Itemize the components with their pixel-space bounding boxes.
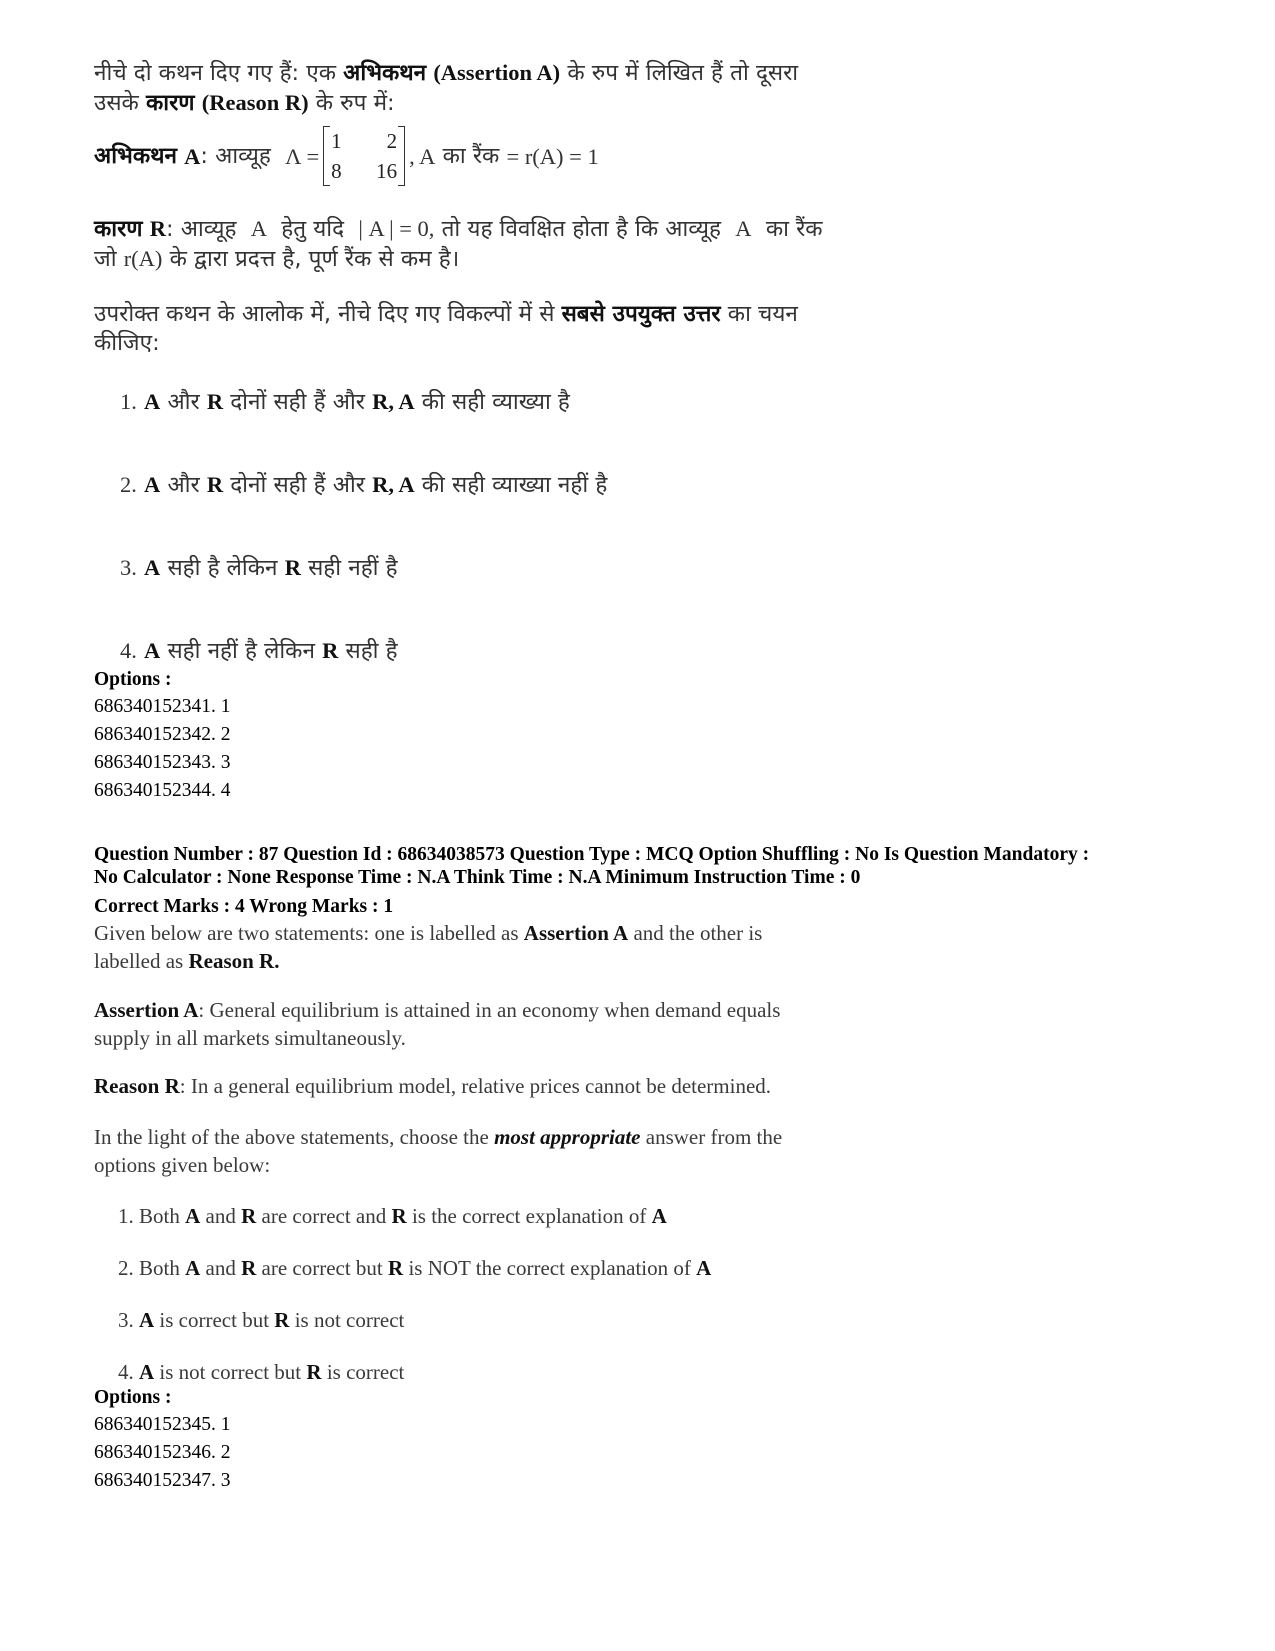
- hindi-option: [120, 470, 940, 500]
- text-bold: R: [284, 555, 301, 580]
- matrix-cell: 2: [386, 129, 398, 153]
- text-bold: अभिकथन: [343, 60, 427, 86]
- text-bold: (Assertion A): [433, 60, 561, 85]
- english-option: [118, 1202, 938, 1230]
- text: जो: [94, 246, 117, 272]
- text: हेतु यदि: [281, 216, 345, 242]
- option-id: 686340152343. 3: [94, 752, 231, 773]
- option-id: 686340152344. 4: [94, 780, 231, 801]
- assertion-label: Assertion A: [94, 998, 199, 1022]
- text-bold: सबसे उपयुक्त उत्तर: [561, 301, 721, 327]
- text: : In a general equilibrium model, relative prices cannot be determined.: [179, 1074, 772, 1098]
- text: दोनों सही हैं और: [230, 472, 365, 498]
- hindi-intro: [94, 58, 914, 118]
- option-id: 686340152345. 1: [94, 1414, 231, 1435]
- matrix-cell: 16: [376, 159, 398, 183]
- text: and: [205, 1204, 236, 1228]
- text: सही है लेकिन: [167, 555, 278, 581]
- text-emphasis: most appropriate: [494, 1125, 641, 1149]
- text: का रैंक: [442, 142, 500, 169]
- text: is correct: [326, 1360, 405, 1384]
- text-bold: A: [144, 638, 161, 663]
- option-number: 3.: [120, 555, 137, 580]
- text: A: [250, 216, 267, 241]
- options-heading: Options :: [94, 1387, 172, 1408]
- reason-label: Reason R: [94, 1074, 180, 1098]
- text: दोनों सही हैं और: [230, 389, 365, 415]
- english-option: [118, 1358, 938, 1386]
- text: की सही व्याख्या नहीं है: [421, 472, 608, 498]
- text-bold: A: [185, 1204, 201, 1228]
- text-bold: R: [391, 1204, 407, 1228]
- text-bold: A: [696, 1256, 712, 1280]
- text: | A | = 0,: [358, 216, 435, 241]
- options-heading: Options :: [94, 669, 172, 690]
- text: के रुप में:: [315, 90, 395, 116]
- assertion-label: अभिकथन: [94, 142, 177, 169]
- text-bold: R: [274, 1308, 290, 1332]
- text: : आव्यूह: [200, 142, 271, 169]
- hindi-option: [120, 387, 940, 417]
- hindi-reason: [94, 214, 914, 274]
- text-bold: R, A: [372, 389, 415, 414]
- option-id: 686340152346. 2: [94, 1442, 231, 1463]
- text: Given below are two statements: one is labelled as: [94, 921, 519, 945]
- reason-letter: R: [149, 216, 166, 241]
- text: is not correct: [294, 1308, 405, 1332]
- text: सही है: [345, 638, 398, 664]
- text: is correct but: [159, 1308, 270, 1332]
- text-bold: A: [144, 389, 161, 414]
- text-bold: R, A: [372, 472, 415, 497]
- text: 1. Both: [118, 1204, 180, 1228]
- text-bold: A: [144, 555, 161, 580]
- question-meta: [94, 843, 1254, 889]
- marks-text: Correct Marks : 4 Wrong Marks : 1: [94, 896, 394, 917]
- text: : General equilibrium is attained in an economy when demand equals: [198, 998, 781, 1022]
- meta-line: No Calculator : None Response Time : N.A Think Time : N.A Minimum Instruction Time : 0: [94, 867, 861, 888]
- text: are correct but: [261, 1256, 383, 1280]
- text: का रैंक: [765, 216, 823, 242]
- text: answer from the: [645, 1125, 783, 1149]
- text: सही नहीं है: [308, 555, 398, 581]
- text-bold: R: [241, 1256, 257, 1280]
- text-bold: कारण: [145, 90, 195, 116]
- english-option: [118, 1306, 938, 1334]
- text: In the light of the above statements, choose the: [94, 1125, 489, 1149]
- text: तो यह विवक्षित होता है कि आव्यूह: [441, 216, 721, 242]
- english-intro: [94, 919, 914, 975]
- text-bold: R: [388, 1256, 404, 1280]
- text: और: [167, 472, 200, 498]
- options-label: [94, 1386, 171, 1409]
- text: नीचे दो कथन दिए गए हैं: एक: [94, 60, 337, 86]
- marks-line: [94, 895, 393, 918]
- option-number: 2.: [120, 472, 137, 497]
- text-bold: A: [139, 1360, 155, 1384]
- text: and the other is: [633, 921, 763, 945]
- text: कीजिए:: [94, 330, 160, 356]
- text-bold: A: [185, 1256, 201, 1280]
- text: is NOT the correct explanation of: [408, 1256, 691, 1280]
- text: and: [205, 1256, 236, 1280]
- text: : आव्यूह: [165, 216, 237, 242]
- text: सही नहीं है लेकिन: [167, 638, 315, 664]
- text-bold: A: [651, 1204, 667, 1228]
- english-reason: [94, 1072, 914, 1100]
- text-bold: R: [322, 638, 339, 663]
- text-bold: R: [306, 1360, 322, 1384]
- text-bold: R: [206, 472, 224, 497]
- text: , A: [409, 143, 436, 169]
- text: options given below:: [94, 1153, 271, 1177]
- meta-line: Question Number : 87 Question Id : 68634038573 Question Type : MCQ Option Shuffling : No Is Question Mandatory :: [94, 844, 1090, 865]
- text-bold: Reason R.: [188, 949, 280, 973]
- hindi-assertion: [94, 124, 914, 188]
- text: की सही व्याख्या है: [421, 389, 570, 415]
- option-number: 1.: [120, 389, 137, 414]
- matrix-cell: 1: [331, 129, 342, 153]
- english-assertion: [94, 996, 914, 1052]
- text: उसके: [94, 90, 139, 116]
- reason-label: कारण: [94, 216, 143, 242]
- text-bold: R: [206, 389, 224, 414]
- matrix: [323, 126, 405, 186]
- text-bold: Assertion A: [523, 921, 629, 945]
- text: supply in all markets simultaneously.: [94, 1026, 406, 1050]
- hindi-option: [120, 553, 940, 583]
- text: 2. Both: [118, 1256, 180, 1280]
- text: के द्वारा प्रदत्त है, पूर्ण रैंक से कम है।: [169, 246, 460, 272]
- text-bold: R: [241, 1204, 257, 1228]
- text: labelled as: [94, 949, 184, 973]
- text: A: [735, 216, 752, 241]
- text: उपरोक्त कथन के आलोक में, नीचे दिए गए विकल्पों में से: [94, 301, 555, 327]
- hindi-option: [120, 636, 940, 666]
- text: के रुप में लिखित हैं तो दूसरा: [567, 60, 799, 86]
- text: 3.: [118, 1308, 134, 1332]
- options-label: [94, 668, 171, 691]
- assertion-letter: A: [184, 143, 201, 169]
- text: का चयन: [727, 301, 798, 327]
- text: = r(A) = 1: [506, 143, 599, 169]
- text: 4.: [118, 1360, 134, 1384]
- text-bold: A: [144, 472, 161, 497]
- text: और: [167, 389, 200, 415]
- text: is not correct but: [159, 1360, 302, 1384]
- option-number: 4.: [120, 638, 137, 663]
- option-id: 686340152341. 1: [94, 696, 231, 717]
- hindi-instruction: [94, 300, 914, 358]
- matrix-cell: 8: [331, 159, 342, 183]
- text: is the correct explanation of: [411, 1204, 647, 1228]
- matrix-symbol: Λ =: [285, 143, 320, 169]
- option-id: 686340152347. 3: [94, 1470, 231, 1491]
- text-bold: A: [139, 1308, 155, 1332]
- option-id: 686340152342. 2: [94, 724, 231, 745]
- text: are correct and: [261, 1204, 387, 1228]
- english-option: [118, 1254, 938, 1282]
- english-instruction: [94, 1123, 914, 1179]
- text: r(A): [123, 246, 163, 271]
- text-bold: (Reason R): [201, 90, 309, 115]
